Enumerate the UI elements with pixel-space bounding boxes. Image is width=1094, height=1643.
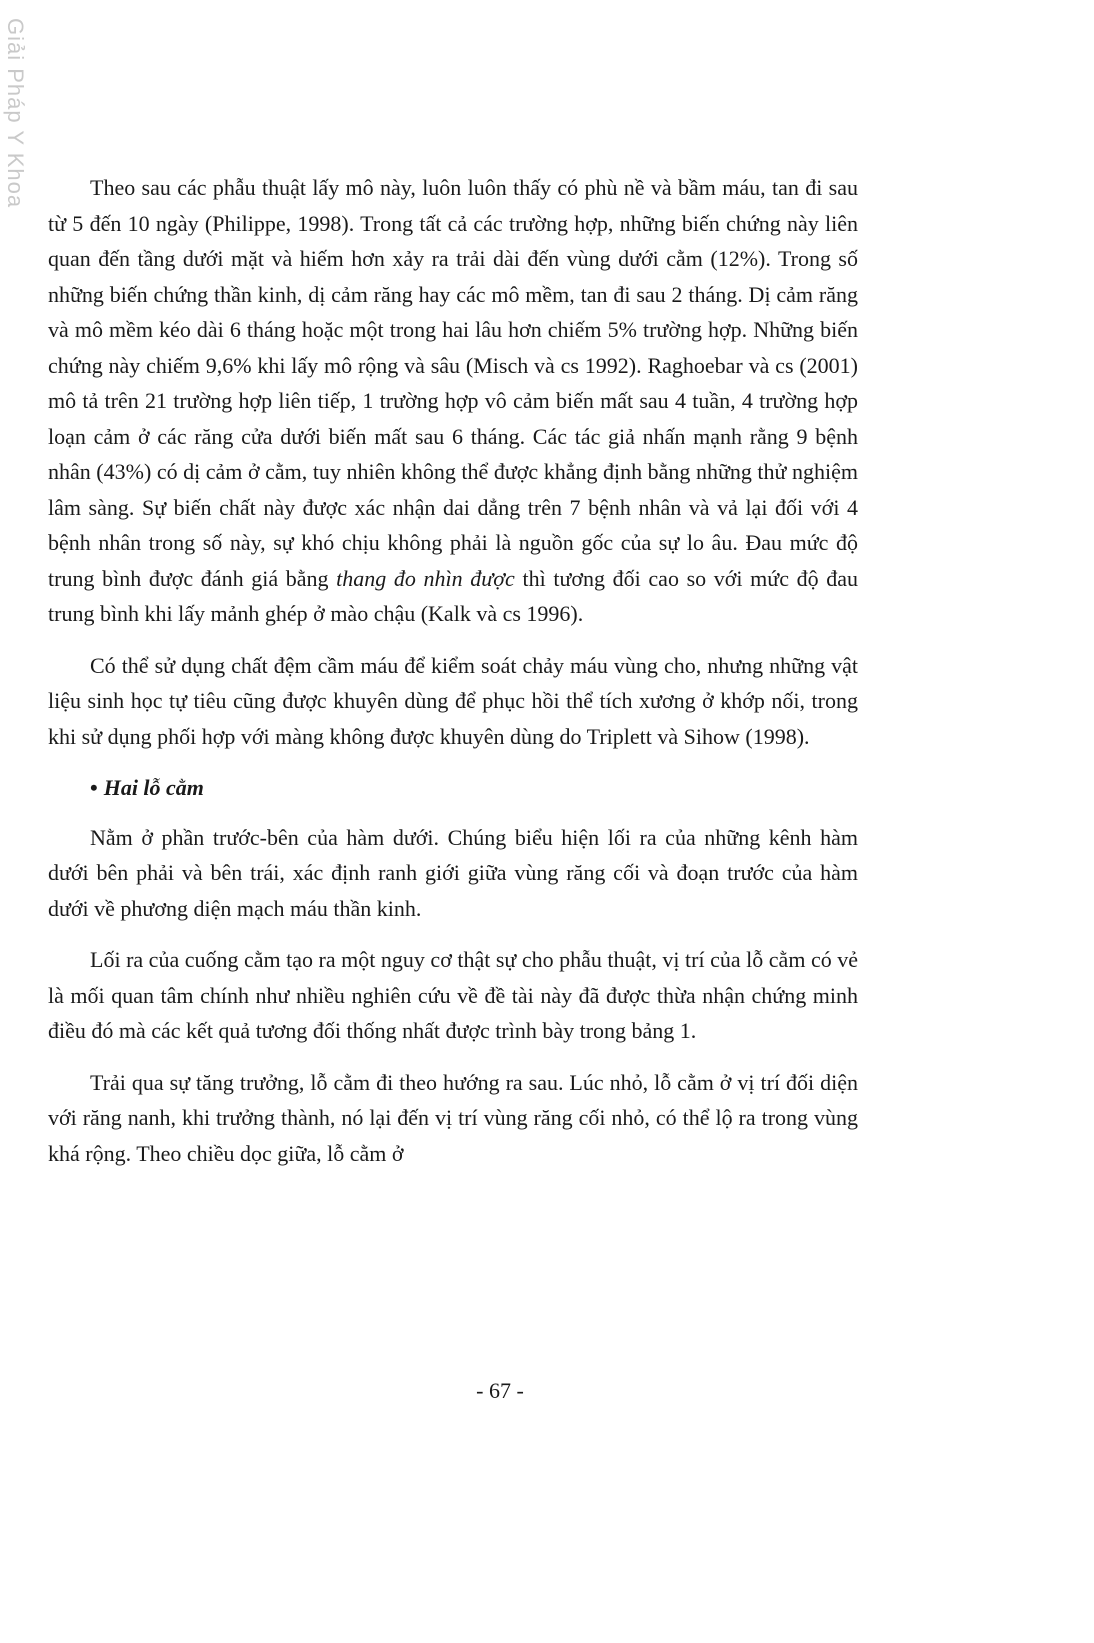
heading-text: Hai lỗ cằm [103, 775, 204, 800]
paragraph-location: Nằm ở phần trước-bên của hàm dưới. Chúng biểu hiện lối ra của những kênh hàm dưới bên phải và bên trái, xác định ranh giới giữa vùng răng cối và đoạn trước của hàm dưới về phương diện mạch máu thần kinh. [48, 824, 858, 921]
page-number: - 67 - [476, 1378, 524, 1403]
paragraph-hemostasis: Có thể sử dụng chất đệm cầm máu để kiểm soát chảy máu vùng cho, nhưng những vật liệu sinh học tự tiêu cũng được khuyên dùng để phục hồi thể tích xương ở khớp nối, trong khi sử dụng phối hợp với màng không được khuyên dùng do Triplett và Sihow (1998). [48, 652, 858, 749]
paragraph-risk: Lối ra của cuống cằm tạo ra một nguy cơ thật sự cho phẫu thuật, vị trí của lỗ cằm có vẻ là mối quan tâm chính như nhiều nghiên cứu về đề tài này đã được thừa nhận chứng minh điều đó mà các kết quả tương đối thống nhất được trình bày trong bảng 1. [48, 947, 858, 1043]
paragraph-text: thì tương đối cao so với mức độ đau trung bình khi lấy mảnh ghép ở mào chậu (Kalk và cs 1996). [48, 565, 859, 626]
paragraph-complications [48, 170, 858, 632]
paragraph-growth: Trải qua sự tăng trưởng, lỗ cằm đi theo hướng ra sau. Lúc nhỏ, lỗ cằm ở vị trí đối diện với răng nanh, khi trưởng thành, nó lại đến vị trí vùng răng cối nhỏ, có thể lộ ra trong vùng khá rộng. Theo chiều dọc giữa, lỗ cằm ở [48, 1069, 858, 1166]
paragraph-text: Theo sau các phẫu thuật lấy mô này, luôn luôn thấy có phù nề và bầm máu, tan đi sau từ 5 đến 10 ngày (Philippe, 1998). Trong tất cả các trường hợp, những biến chứng này liên quan đến tầng dưới mặt và hiếm hơn xảy ra trải dài đến vùng dưới cằm (12%). Trong số những biến chứng thần kinh, dị cảm răng hay các mô mềm, tan đi sau 2 tháng. Dị cảm răng và mô mềm kéo dài 6 tháng hoặc một trong hai lâu hơn chiếm 5% trường hợp. Những biến chứng này chiếm 9,6% khi lấy mô rộng và sâu (Misch và cs 1992). Raghoebar và cs (2001) mô tả trên 21 trường hợp liên tiếp, 1 trường hợp vô cảm biến mất sau 4 tuần, 4 trường hợp loạn cảm ở các răng cửa dưới biến mất sau 6 tháng. Các tác giả nhấn mạnh rằng 9 bệnh nhân (43%) có dị cảm ở cằm, tuy nhiên không thể được khẳng định bằng những thử nghiệm lâm sàng. Sự biến chất này được xác nhận dai dẳng trên 7 bệnh nhân và vả lại đối với 4 bệnh nhân trong số này, sự khó chịu không phải là nguồn gốc của sự lo âu. Đau mức độ trung bình được đánh giá bằng [48, 175, 858, 591]
italic-term: thang đo nhìn được [336, 565, 515, 591]
bullet-icon: • [90, 775, 98, 800]
watermark: Giải Pháp Y Khoa [3, 18, 28, 209]
section-heading [90, 770, 858, 806]
page-body [48, 170, 858, 1187]
